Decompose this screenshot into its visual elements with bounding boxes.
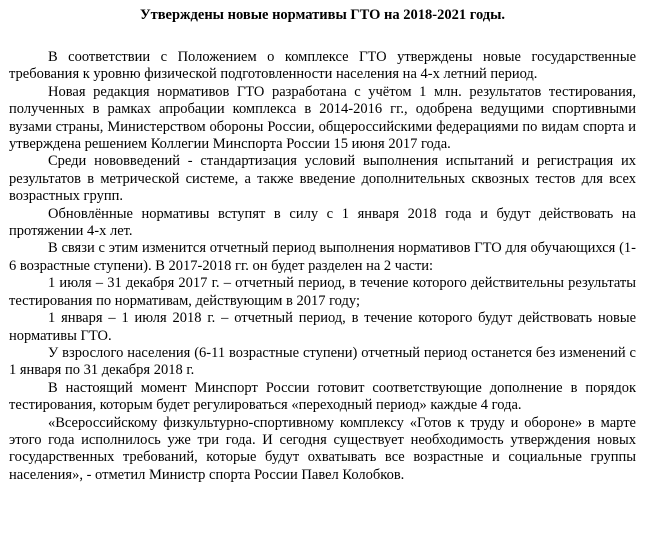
paragraph-period-part-1: 1 июля – 31 декабря 2017 г. – отчетный период, в течение которого действительны результаты тестирования по нормативам, действующим в 2017 году; <box>9 275 636 309</box>
paragraph-effective-date: Обновлённые нормативы вступят в силу с 1 января 2018 года и будут действовать на протяжении 4-х лет. <box>9 205 636 240</box>
paragraph-new-edition: Новая редакция нормативов ГТО разработана с учётом 1 млн. результатов тестирования, полученных в рамках апробации комплекса в 2014-2016 гг., одобрена ведущими спортивными вузами страны, Министерством обороны России, общероссийскими федерациями по видам спорта и утверждена решением Коллегии Минспорта России 15 июня 2017 года. <box>9 83 636 153</box>
paragraph-adult-population: У взрослого населения (6-11 возрастные ступени) отчетный период останется без изменений с 1 января по 31 декабря 2018 г. <box>9 344 636 379</box>
paragraph-minister-quote: «Всероссийскому физкультурно-спортивному комплексу «Готов к труду и обороне» в марте этого года исполнилось уже три года. И сегодня существует необходимость утверждения новых государственных требований, которые будут охватывать все возрастные и социальные группы населения», - отметил Министр спорта России Павел Колобков. <box>9 414 636 483</box>
paragraph-period-part-2: 1 января – 1 июля 2018 г. – отчетный период, в течение которого будут действовать новые нормативы ГТО. <box>9 310 636 344</box>
document-title: Утверждены новые нормативы ГТО на 2018-2021 годы. <box>139 7 506 23</box>
paragraph-innovations: Среди нововведений - стандартизация условий выполнения испытаний и регистрация их результатов в метрической системе, а также введение дополнительных сквозных тестов для всех возрастных групп. <box>9 153 636 205</box>
paragraph-reporting-period: В связи с этим изменится отчетный период выполнения нормативов ГТО для обучающихся (1-6 возрастные ступени). В 2017-2018 гг. он будет разделен на 2 части: <box>9 240 636 274</box>
paragraph-intro: В соответствии с Положением о комплексе ГТО утверждены новые государственные требования к уровню физической подготовленности населения на 4-х летний период. <box>9 49 636 83</box>
paragraph-transition-period: В настоящий момент Минспорт России готовит соответствующие дополнение в порядок тестирования, которым будет регулироваться «переходный период» каждые 4 года. <box>9 379 636 414</box>
